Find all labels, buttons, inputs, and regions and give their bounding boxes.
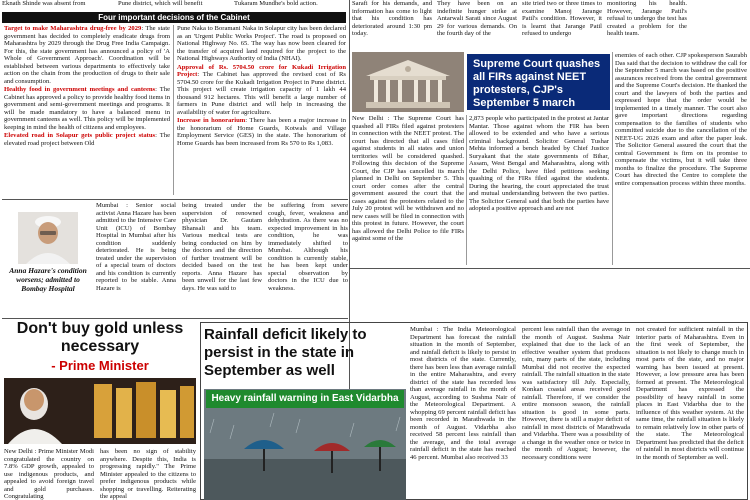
rain-col3: not created for sufficient rainfall in the interior parts of Maharashtra. Even in the first week of September, the situation is not likely to change much in most parts of the state, and no major warning has been issued at present. However, a low pressure area has been formed at present. The Meteorological Department has expressed the possibility of heavy rainfall in some places in East Vidarbha due to the influence of this weather system. At the same time, the rainfall situation is likely to remain relatively low in other parts of the state. The Meteorological Department has predicted that the deficit of rainfall in most districts will continue in the month of September as well. bbox=[636, 326, 744, 461]
cabinet-item: Elevated road in Solapur gets public project status: The elevated road project between Old bbox=[4, 132, 170, 147]
cabinet-col1 bbox=[4, 25, 170, 197]
top-strip-col3: Tukaram Mundhe's bold action. bbox=[234, 0, 318, 7]
cabinet-col2 bbox=[177, 25, 346, 197]
person-portrait-icon bbox=[18, 212, 78, 264]
sarafi-col1: Sarafi for his demands, and information has come to light that his condition has deteriorated around 1:30 pm today. bbox=[352, 0, 432, 37]
hazare-photo bbox=[18, 212, 78, 264]
court-building-icon bbox=[352, 52, 464, 112]
gold-col2: has been no sign of stability anywhere. Despite this, India is progressing rapidly." The Prime Minister appealed to the citizens to prefer indigenous products while shopping or travelling. Reiterating the appeal bbox=[100, 448, 196, 500]
cabinet-banner: Four important decisions of the Cabinet bbox=[2, 12, 346, 23]
cabinet-item: Target to make Maharashtra drug-free by 2029: The state government has decided to completely eradicate drugs from Maharashtra by 2029 through the Drug Free India Campaign. For this, the state government has announced a policy of 'A Whole of Government Approach'. Coordination will be established between various departments to effectively take action on the chain from the production of drugs to their sale and consumption. bbox=[4, 25, 170, 85]
top-strip-col1: Eknath Shinde was absent from bbox=[2, 0, 86, 7]
neet-col1: New Delhi : The Supreme Court has quashed all FIRs filed against protesters in connection with the NEET protest. The court has directed that all cases filed against students in all states and union territories will be considered quashed. Following this decision of the Supreme Court, the CJP has cancelled its march planned in Delhi on September 5. This court order comes after the central government assured the court that the cases against the protesters related to the July 20 protest will be withdrawn and no new cases will be filed in connection with this protest in future. However, the court has allowed the Delhi Police to file FIRs against some of the bbox=[352, 115, 464, 242]
pm-speaking-photo-icon bbox=[4, 378, 196, 444]
cabinet-item: Pune Naka to Boramani Naka in Solapur city has been declared as an 'Urgent Public Works Project'. The road is proposed on National Highway No. 65. The way has now been cleared for the transfer of acquired land required for the project to the National Highways Authority of India (NHAI). bbox=[177, 25, 346, 62]
sarafi-col3: site tried two or three times to examine Manoj Jarange Patil's condition. However, it is learnt that Jarange Patil refused to undergo bbox=[522, 0, 602, 37]
sarafi-col2: They have been on an indefinite hunger strike at Antarwali Sarati since August 29 for various demands. On the fourth day of the bbox=[437, 0, 517, 37]
sarafi-col4: monitoring his health. However, Jarange Patil's refusal to undergo the test has created a problem for the health team. bbox=[607, 0, 687, 37]
rain-col1: Mumbai : The India Meteorological Department has forecast the rainfall situation in the month of September, and rainfall deficit is likely to persist in most districts of the state. Currently, there has been less than average rainfall in the entire Maharashtra, and every district of the state has recorded less than average rainfall in the month of August, according to Sushma Nair of the Meteorological Department. A whopping 69 percent rainfall deficit has been recorded in Marathwada in the month of August. Vidarbha also received 58 percent less rainfall than the average, and the total average rainfall deficit in the state has reached 46 percent. Mumbai also received 33 bbox=[410, 326, 516, 461]
cabinet-item: Increase in honorarium: There has been a major increase in the honorarium of Home Guards, Kotwals and Village Employment Service (GES) in the state. The honorarium of Home Guards has been increased from Rs 570 to Rs 1,083. bbox=[177, 117, 346, 147]
rain-headline: Rainfall deficit likely to persist in the state in September as well bbox=[204, 326, 367, 379]
rain-subhead: Heavy rainfall warning in East Vidarbha bbox=[206, 390, 404, 408]
neet-col3: enemies of each other. CJP spokesperson Saurabh Das said that the decision to withdraw the call for the September 5 march was based on the positive assurances received from the central government and the Supreme Court's decision. He thanked the court and the lawyers of both the parties and expressed hope that the order would be implemented in a timely manner. The court also gave important directions regarding compensation to the families of students who committed suicide due to the cancellation of the NEET-UG 2026 exam and after the paper leak. The Solicitor General assured the court that the central Government is firm on its promise to compensate the victims, but it will take three months to finalize the procedure. The Supreme Court has directed the Centre to complete the entire compensation process within three months. bbox=[615, 52, 747, 187]
hazare-col1: Mumbai : Senior social activist Anna Hazare has been admitted to the Intensive Care Unit (ICU) of Bombay Hospital in Mumbai after his condition suddenly deteriorated. He is being treated under the supervision of a special team of doctors and his condition is currently reported to be stable. Anna Hazare is bbox=[96, 202, 176, 292]
cabinet-item: Healthy food in government meetings and canteens: The Cabinet has approved a policy to provide healthy food items in government and semi-government meetings and programs. It will be made mandatory to have a balanced menu in government canteens as well. This policy will be implemented keeping in mind the health of citizens and employees. bbox=[4, 86, 170, 131]
gold-byline: - Prime Minister bbox=[51, 358, 149, 373]
hazare-col3: be suffering from severe cough, fever, weakness and dehydration. As there was no expected improvement in his condition, he was immediately shifted to Mumbai. Although his condition is currently stable, he has been kept under special observation by doctors in the ICU due to weakness. bbox=[268, 202, 348, 292]
gold-col1: New Delhi : Prime Minister Modi congratulated the country on 7.8% GDP growth, appealed to use indigenous products, and appealed to avoid foreign travel and gold purchases. Congratulating bbox=[4, 448, 94, 500]
cabinet-item: Approval of Rs. 5704.50 crore for Kukadi Irrigation Project: The Cabinet has approved the revised cost of Rs 5704.50 crore for the Kukadi Irrigation Project in Pune district. This project will create irrigation capacity of 1 lakh 44 thousand 912 hectares. This will benefit a large number of farmers in Pune district and will help in increasing the availability of water for agriculture. bbox=[177, 63, 346, 116]
supreme-court-photo bbox=[352, 52, 464, 112]
top-strip-col2: Pune district, which will benefit bbox=[118, 0, 203, 7]
neet-col2: 2,873 people who participated in the protest at Jantar Mantar. Those against whom the FIR has been allowed to be extended and who have a serious criminal background. Solicitor General Tushar Mehta informed a bench headed by Chief Justice Suryakant that the state governments of Bihar, Assam, West Bengal and Maharashtra, along with the Delhi Police, have filed petitions seeking quashing of the FIRs filed against the students. During the hearing, the court appreciated the trust and mutual understanding between the two parties. The Solicitor General said that both the parties have adopted a positive approach and are not bbox=[469, 115, 609, 212]
gold-headline: Don't buy gold unless necessary bbox=[16, 320, 184, 355]
pm-photo bbox=[4, 378, 196, 444]
hazare-col2: being treated under the supervision of renowned physician Dr. Gautam Bhansali and his team. Various medical tests are being conducted on him by the doctors and the direction of further treatment will be decided based on the test reports. Anna Hazare has been unwell for the last few days. He was said to bbox=[182, 202, 262, 292]
rain-col2: percent less rainfall than the average in the month of August. Sushma Nair explained that due to the lack of an effective weather system that produces rain, many parts of the state, including Mumbai did not receive the expected rainfall. The rainfall situation in the state was satisfactory till July. Especially, Konkan coastal areas received good rainfall. Therefore, if we consider the entire monsoon season, the rainfall situation is good in some parts. However, there is still a major deficit of rainfall in most districts of Marathwada and Vidarbha. There was a possibility of a change in the weather once or twice in the month of August; however, the necessary conditions were bbox=[522, 326, 630, 461]
neet-headline: Supreme Court quashes all FIRs against NEET protesters, CJP's September 5 march bbox=[467, 54, 610, 110]
hazare-caption: Anna Hazare's condition worsens; admitted to Bombay Hospital bbox=[9, 266, 87, 293]
